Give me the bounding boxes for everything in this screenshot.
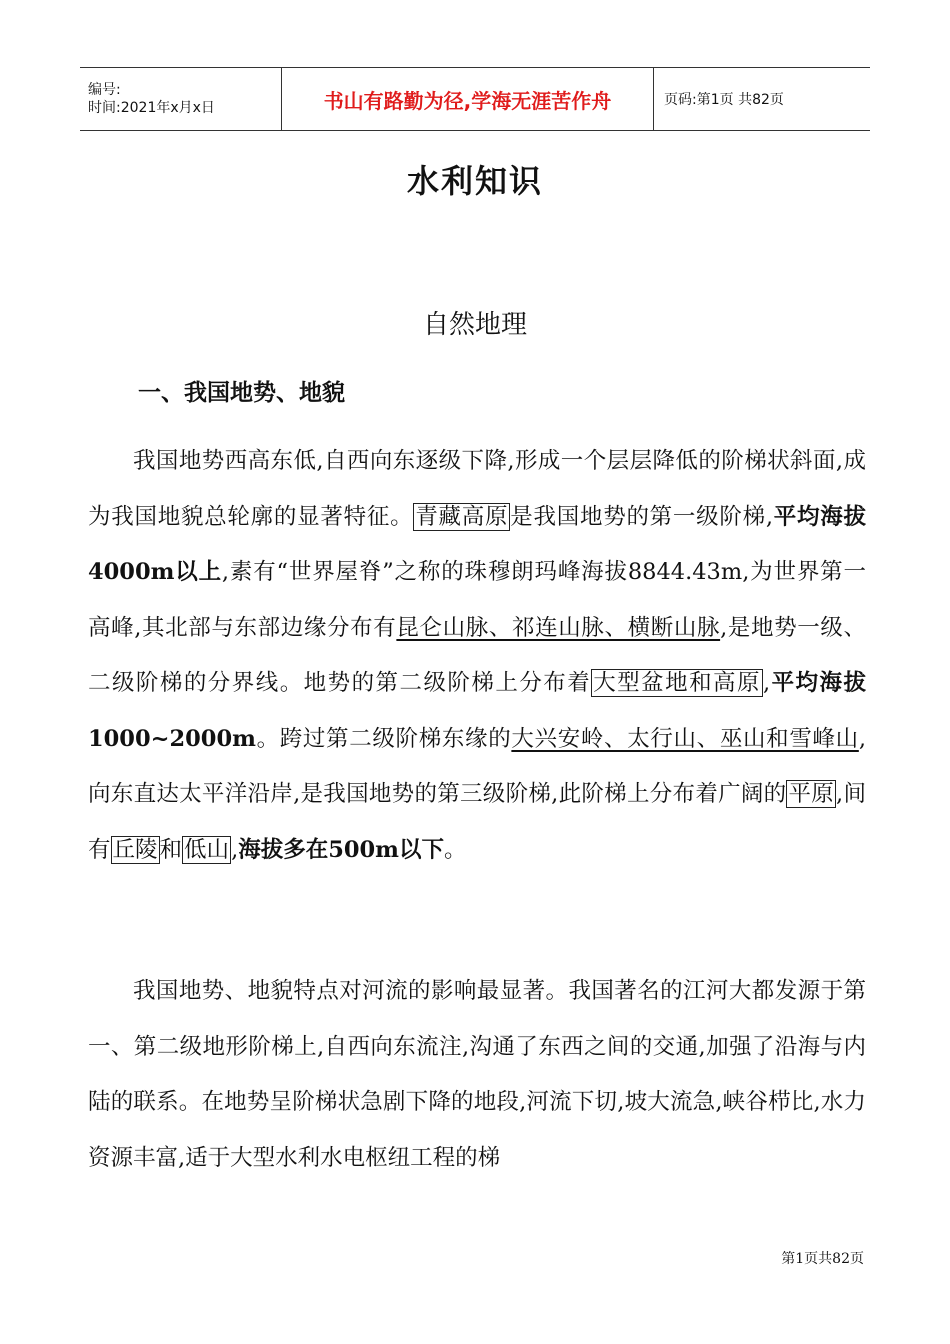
text-run: ,间有 bbox=[88, 781, 866, 863]
bold-elevation-level-3: 海拔多在500m以下 bbox=[238, 836, 444, 863]
page-info-text: 页码:第1页 共82页 bbox=[664, 92, 784, 108]
boxed-term-low-mountains: 低山 bbox=[184, 836, 230, 863]
date-label: 时间:2021年x月x日 bbox=[88, 100, 215, 116]
number-label: 编号: bbox=[88, 82, 121, 98]
page-footer: 第1页共82页 bbox=[781, 1251, 864, 1267]
header-motto bbox=[282, 68, 654, 130]
text-run: ,向东直达太平洋沿岸,是我国地势的第三级阶梯,此阶梯上分布着广阔的 bbox=[88, 725, 866, 807]
paragraph-2: 我国地势、地貌特点对河流的影响最显著。我国著名的江河大都发源于第一、第二级地形阶梯上,自西向东流注,沟通了东西之间的交通,加强了沿海与内陆的联系。在地势呈阶梯状急剧下降的地段,河流下切,坡大流急,峡谷栉比,水力资源丰富,适于大型水利水电枢纽工程的梯 bbox=[88, 978, 866, 1171]
text-run: , bbox=[231, 836, 239, 863]
document-title: 水利知识 bbox=[406, 162, 543, 200]
header-page-info bbox=[654, 68, 870, 130]
text-run: 。跨过第二级阶梯东缘的 bbox=[255, 725, 512, 752]
boxed-term-qinghai-tibet-plateau: 青藏高原 bbox=[415, 503, 509, 530]
motto-text: 书山有路勤为径,学海无涯苦作舟 bbox=[323, 88, 612, 113]
heading-1: 一、我国地势、地貌 bbox=[138, 380, 345, 406]
text-run: 和 bbox=[159, 836, 183, 863]
bold-elevation-level-2: 平均海拔1000~2000m bbox=[88, 670, 866, 752]
header-meta bbox=[80, 68, 282, 130]
paragraph-1 bbox=[88, 434, 866, 878]
boxed-term-basins-plateaus: 大型盆地和高原 bbox=[593, 670, 761, 696]
text-run: 我国地势西高东低,自西向东逐级下降,形成一个层层降低的阶梯状斜面,成为我国地貌总轮廓的显著特征。 bbox=[88, 448, 866, 530]
boxed-term-hills: 丘陵 bbox=[112, 836, 158, 863]
underlined-eastern-mountains: 大兴安岭、太行山、巫山和雪峰山 bbox=[511, 725, 859, 752]
text-run: 是我国地势的第一级阶梯, bbox=[510, 503, 774, 530]
underlined-mountain-ranges: 昆仑山脉、祁连山脉、横断山脉 bbox=[396, 614, 721, 641]
text-run: , bbox=[762, 670, 771, 696]
bold-elevation-level-1: 平均海拔4000m以上 bbox=[88, 503, 866, 585]
header-table bbox=[80, 67, 870, 131]
text-run: ,素有“世界屋脊”之称的珠穆朗玛峰海拔8844.43m,为世界第一高峰,其北部与东部边缘分布有 bbox=[88, 559, 866, 641]
boxed-term-plains: 平原 bbox=[788, 781, 835, 807]
text-run: ,是地势一级、二级阶梯的分界线。地势的第二级阶梯上分布着 bbox=[88, 614, 866, 696]
section-title: 自然地理 bbox=[422, 310, 527, 340]
text-run: 。 bbox=[444, 836, 467, 863]
